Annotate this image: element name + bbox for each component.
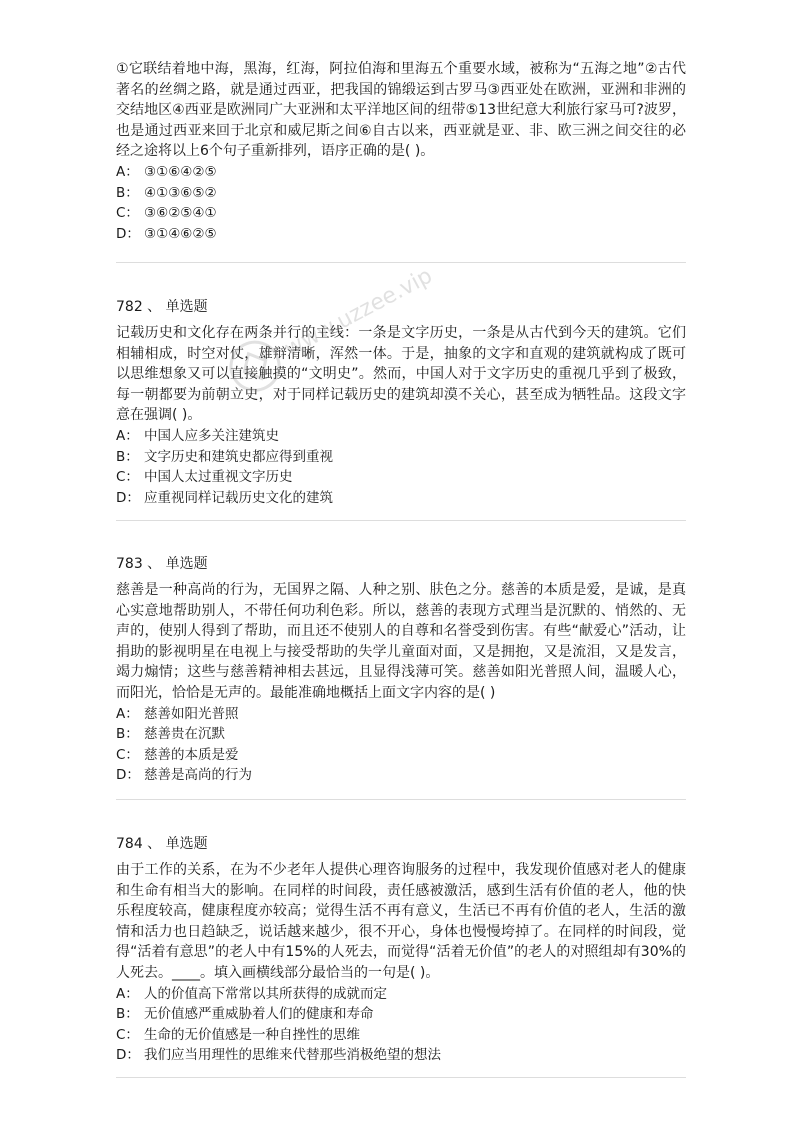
option-c[interactable] (116, 467, 686, 488)
option-text: ④①③⑥⑤② (144, 184, 217, 201)
option-label: C： (116, 746, 139, 763)
option-text: 慈善贵在沉默 (144, 726, 225, 743)
option-label: D： (116, 1047, 140, 1064)
option-a[interactable] (116, 426, 686, 447)
question-divider (116, 1077, 686, 1078)
option-label: D： (116, 767, 140, 784)
option-label: C： (116, 1026, 139, 1043)
option-b[interactable] (116, 1004, 686, 1025)
option-list (116, 162, 686, 244)
option-text: 生命的无价值感是一种自挫性的思维 (144, 1026, 360, 1043)
question-783 (116, 554, 686, 786)
question-stem: 由于工作的关系，在为不少老年人提供心理咨询服务的过程中，我发现价值感对老人的健康和生命有相当大的影响。在同样的时间段，责任感被激活，感到生活有价值的老人，他的快乐程度较高，健康程度亦较高；觉得生活不再有意义，生活已不再有价值的老人，生活的激情和活力也日趋缺乏，说话越来越少，很不开心，身体也慢慢垮掉了。在同样的时间段，觉得“活着有意思”的老人中有15%的人死去，而觉得“活着无价值”的老人的对照组却有30%的人死去。____。填入画横线部分最恰当的一句是( )。 (116, 862, 686, 981)
option-d[interactable] (116, 765, 686, 786)
option-text: ③⑥②⑤④① (144, 205, 217, 222)
question-header (116, 834, 686, 854)
question-number: 784 、 (116, 836, 162, 852)
option-text: 文字历史和建筑史都应得到重视 (144, 448, 333, 465)
question-stem: 记载历史和文化存在两条并行的主线：一条是文字历史，一条是从古代到今天的建筑。它们相辅相成，时空对仗，雄辩清晰，浑然一体。于是，抽象的文字和直观的建筑就构成了既可以思维想象又可以直接触摸的“文明史”。然而，中国人对于文字历史的重视几乎到了极致，每一朝都要为前朝立史，对于同样记载历史的建筑却漠不关心，甚至成为牺牲品。这段文字意在强调( )。 (116, 325, 686, 424)
option-text: 慈善如阳光普照 (144, 705, 239, 722)
option-text: 无价值感严重威胁着人们的健康和寿命 (144, 1006, 374, 1023)
option-text: 慈善的本质是爱 (144, 746, 239, 763)
option-text: 应重视同样记载历史文化的建筑 (144, 489, 333, 506)
option-text: ③①⑥④②⑤ (144, 163, 217, 180)
question-number: 782 、 (116, 299, 162, 315)
option-label: B： (116, 448, 139, 465)
question-type: 单选题 (165, 556, 208, 572)
option-b[interactable] (116, 724, 686, 745)
question-divider (116, 799, 686, 800)
question-header (116, 554, 686, 574)
question-type: 单选题 (165, 299, 208, 315)
question-781 (116, 59, 686, 244)
question-stem: ①它联结着地中海，黑海，红海，阿拉伯海和里海五个重要水域，被称为“五海之地”②古代著名的丝绸之路，就是通过西亚，把我国的锦缎运到古罗马③西亚处在欧洲，亚洲和非洲的交结地区④西亚是欧洲同广大亚洲和太平洋地区间的纽带⑤13世纪意大利旅行家马可?波罗，也是通过西亚来回于北京和威尼斯之间⑥自古以来，西亚就是亚、非、欧三洲之间交往的必经之途将以上6个句子重新排列，语序正确的是( )。 (116, 61, 686, 160)
option-d[interactable] (116, 224, 686, 245)
option-a[interactable] (116, 984, 686, 1005)
option-b[interactable] (116, 447, 686, 468)
question-stem: 慈善是一种高尚的行为，无国界之隔、人种之别、肤色之分。慈善的本质是爱，是诚，是真心实意地帮助别人，不带任何功利色彩。所以，慈善的表现方式理当是沉默的、悄然的、无声的，使别人得到了帮助，而且还不使别人的自尊和名誉受到伤害。有些“献爱心”活动，让捐助的影视明星在电视上与接受帮助的失学儿童面对面，又是拥抱，又是流泪，又是发言，竭力煽情；这些与慈善精神相去甚远，且显得浅薄可笑。慈善如阳光普照人间，温暖人心，而阳光，恰恰是无声的。最能准确地概括上面文字内容的是( ) (116, 582, 686, 701)
option-list (116, 426, 686, 508)
option-a[interactable] (116, 704, 686, 725)
option-label: B： (116, 1006, 139, 1023)
option-list (116, 984, 686, 1066)
option-text: ③①④⑥②⑤ (144, 225, 217, 242)
option-label: A： (116, 163, 139, 180)
option-a[interactable] (116, 162, 686, 183)
option-label: D： (116, 489, 140, 506)
option-b[interactable] (116, 183, 686, 204)
option-c[interactable] (116, 745, 686, 766)
option-list (116, 704, 686, 786)
question-784 (116, 834, 686, 1066)
option-text: 中国人应多关注建筑史 (144, 427, 279, 444)
question-divider (116, 520, 686, 521)
option-c[interactable] (116, 1025, 686, 1046)
option-label: A： (116, 705, 139, 722)
question-divider (116, 262, 686, 263)
question-type: 单选题 (165, 836, 208, 852)
question-header (116, 297, 686, 317)
option-text: 人的价值高下常常以其所获得的成就而定 (144, 985, 387, 1002)
option-text: 慈善是高尚的行为 (144, 767, 252, 784)
option-label: A： (116, 985, 139, 1002)
option-label: B： (116, 726, 139, 743)
option-label: D： (116, 225, 140, 242)
option-d[interactable] (116, 1045, 686, 1066)
watermark-text: www.uzzee.vip (280, 268, 437, 363)
option-text: 我们应当用理性的思维来代替那些消极绝望的想法 (144, 1047, 441, 1064)
option-label: C： (116, 205, 139, 222)
question-number: 783 、 (116, 556, 162, 572)
option-label: C： (116, 469, 139, 486)
option-c[interactable] (116, 203, 686, 224)
option-label: A： (116, 427, 139, 444)
option-label: B： (116, 184, 139, 201)
question-782 (116, 297, 686, 508)
option-d[interactable] (116, 488, 686, 509)
option-text: 中国人太过重视文字历史 (144, 469, 293, 486)
